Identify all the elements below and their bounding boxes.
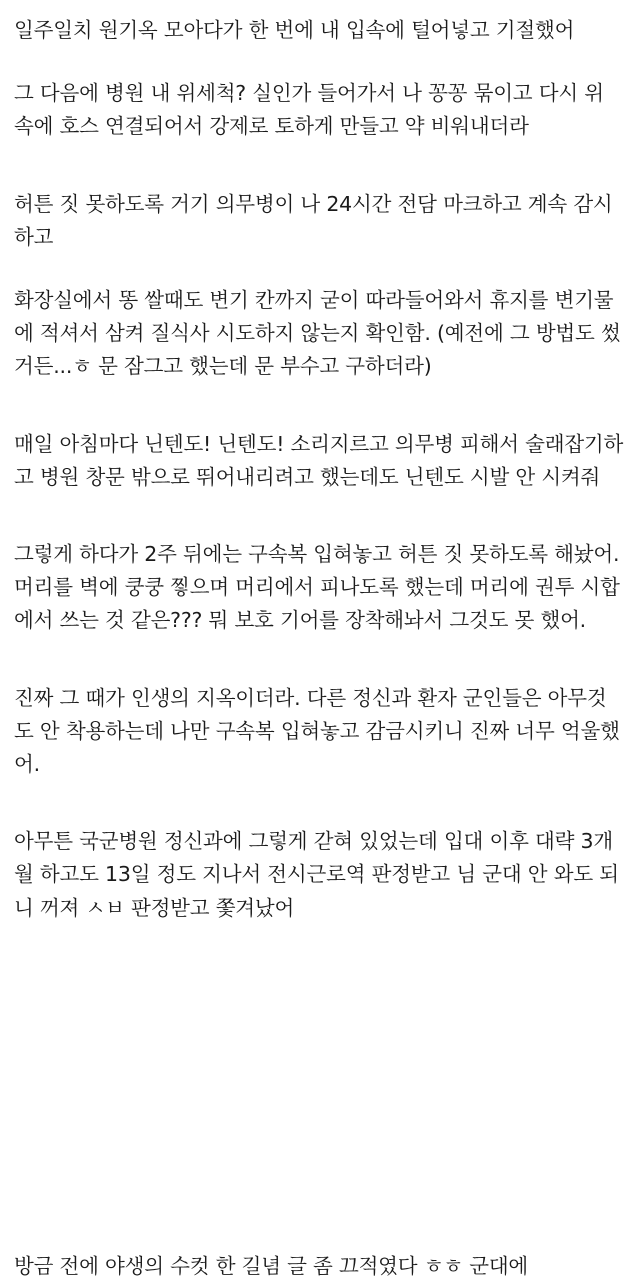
paragraph-3: 허튼 짓 못하도록 거기 의무병이 나 24시간 전담 마크하고 계속 감시하고: [14, 191, 613, 249]
paragraph-8: 아무튼 국군병원 정신과에 그렇게 갇혀 있었는데 입대 이후 대략 3개월 하고도 13일 정도 지나서 전시근로역 판정받고 님 군대 안 와도 되니 꺼져 ㅅㅂ 판정받고 쫓겨났어: [14, 829, 619, 920]
paragraph-9-clipped: 방금 전에 야생의 수컷 한 길념 글 좀 끄적였다 ㅎㅎ 군대에: [14, 1254, 529, 1278]
paragraph-4: 화장실에서 똥 쌀때도 변기 칸까지 굳이 따라들어와서 휴지를 변기물에 적셔서 삼켜 질식사 시도하지 않는지 확인함. (예전에 그 방법도 썼거든...ㅎ 문 잠그고 했는데 문 부수고 구하더라): [14, 288, 621, 379]
clipped-paragraph-row: [14, 1254, 626, 1280]
paragraph-spacer: [14, 254, 626, 284]
paragraph-spacer: [14, 384, 626, 428]
paragraph-spacer: [14, 781, 626, 825]
paragraph-7: 진짜 그 때가 인생의 지옥이더라. 다른 정신과 환자 군인들은 아무것도 안 착용하는데 나만 구속복 입혀놓고 감금시키니 진짜 너무 억울했어.: [14, 685, 620, 777]
paragraph-spacer: [14, 47, 626, 77]
paragraph-5: 매일 아침마다 닌텐도! 닌텐도! 소리지르고 의무병 피해서 술래잡기하고 병원 창문 밖으로 뛰어내리려고 했는데도 닌텐도 시발 안 시켜줘: [14, 431, 624, 489]
paragraph-spacer: [14, 494, 626, 538]
paragraph-1: 일주일치 원기옥 모아다가 한 번에 내 입속에 털어넣고 기절했어: [14, 18, 575, 42]
paragraph-6: 그렇게 하다가 2주 뒤에는 구속복 입혀놓고 허튼 짓 못하도록 해놨어. 머리를 벽에 쿵쿵 찧으며 머리에서 피나도록 했는데 머리에 권투 시합에서 쓰는 것 같은??? 뭐 보호 기어를 장착해놔서 그것도 못 했어.: [14, 542, 626, 633]
paragraph-spacer: [14, 638, 626, 682]
paragraph-spacer: [14, 144, 626, 188]
paragraph-2: 그 다음에 병원 내 위세척? 실인가 들어가서 나 꽁꽁 묶이고 다시 위 속에 호스 연결되어서 강제로 토하게 만들고 약 비워내더라: [14, 81, 611, 139]
